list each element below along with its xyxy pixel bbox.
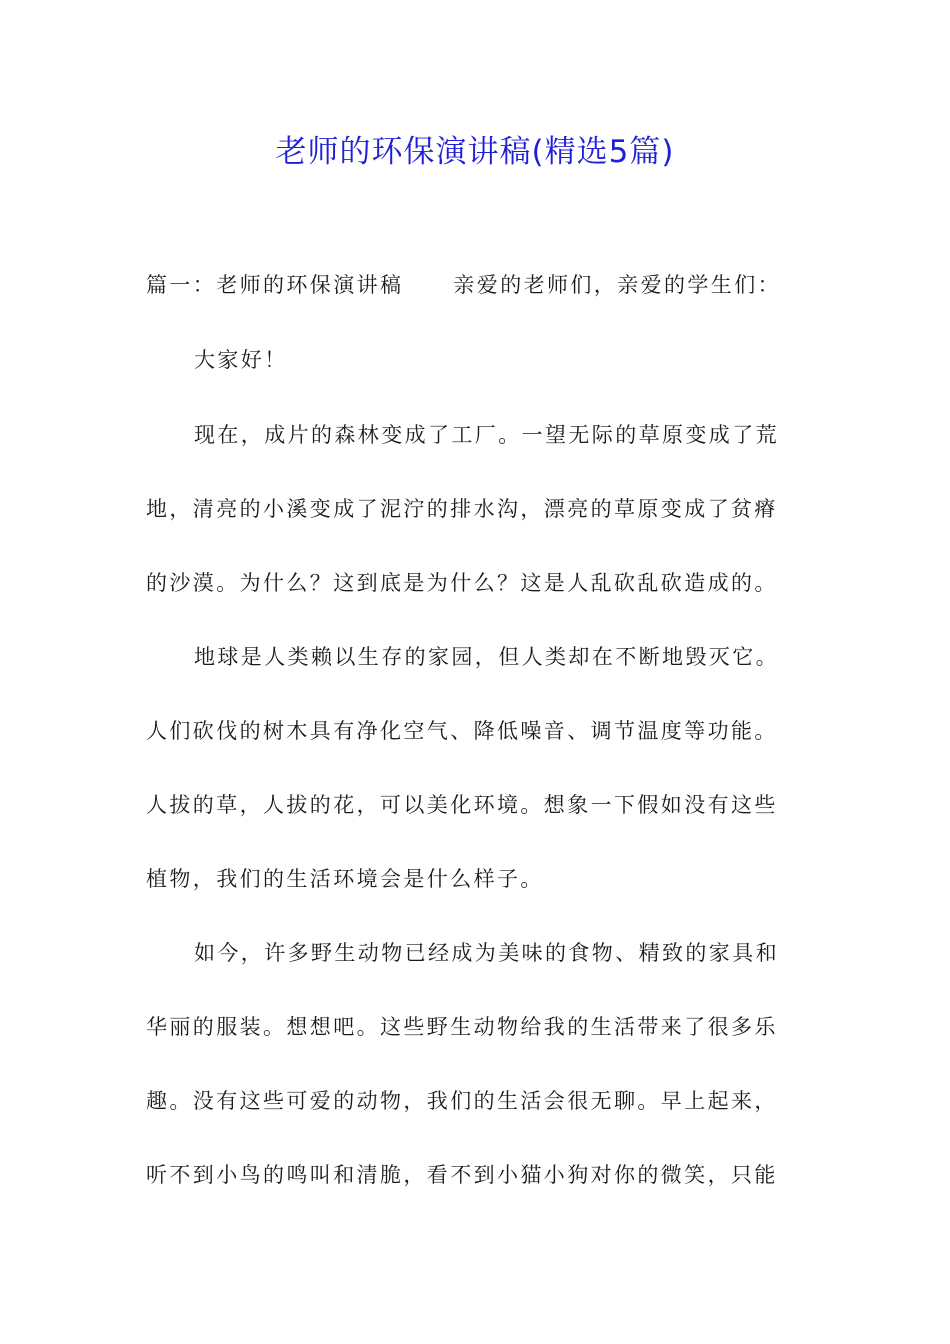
salutation: 亲爱的老师们，亲爱的学生们： (453, 273, 782, 297)
paragraph-line: 人们砍伐的树木具有净化空气、降低噪音、调节温度等功能。 (146, 719, 778, 743)
heading-line (146, 270, 816, 300)
paragraph-line: 听不到小鸟的鸣叫和清脆，看不到小猫小狗对你的微笑，只能 (146, 1163, 778, 1187)
paragraph-line: 地，清亮的小溪变成了泥泞的排水沟，漂亮的草原变成了贫瘠 (146, 497, 778, 521)
paragraph-line: 地球是人类赖以生存的家园，但人类却在不断地毁灭它。 (194, 645, 779, 669)
document-title: 老师的环保演讲稿(精选5篇) (275, 134, 675, 170)
paragraph-line: 的沙漠。为什么？这到底是为什么？这是人乱砍乱砍造成的。 (146, 571, 778, 595)
paragraph-line: 植物，我们的生活环境会是什么样子。 (146, 867, 544, 891)
paragraph-line: 人拔的草，人拔的花，可以美化环境。想象一下假如没有这些 (146, 793, 778, 817)
paragraph-line: 趣。没有这些可爱的动物，我们的生活会很无聊。早上起来， (146, 1089, 778, 1113)
paragraph-line: 大家好！ (194, 348, 288, 372)
paragraph-line: 华丽的服装。想想吧。这些野生动物给我的生活带来了很多乐 (146, 1015, 778, 1039)
paragraph-line: 如今，许多野生动物已经成为美味的食物、精致的家具和 (194, 941, 779, 965)
section-heading: 篇一：老师的环保演讲稿 (146, 273, 404, 297)
paragraph-line: 现在，成片的森林变成了工厂。一望无际的草原变成了荒 (194, 423, 779, 447)
